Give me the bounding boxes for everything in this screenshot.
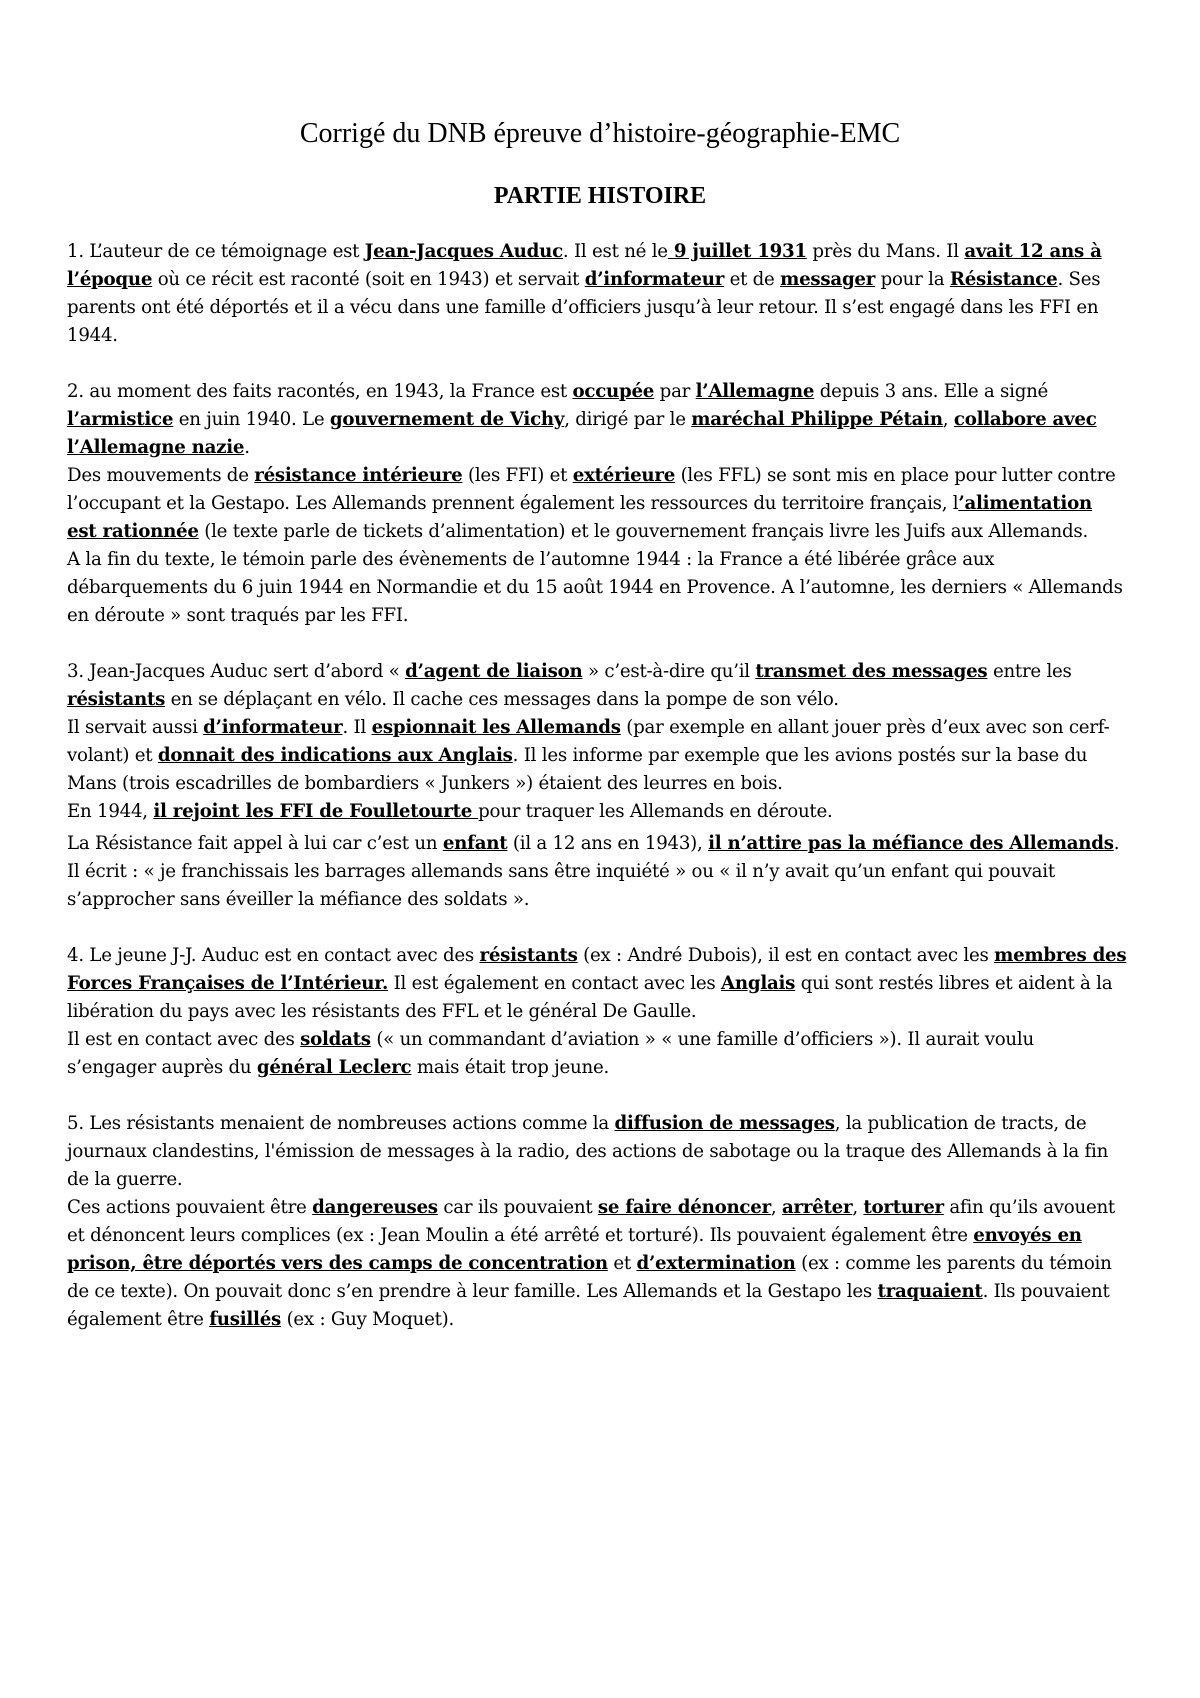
- text-run: Il est en contact avec des: [67, 1029, 301, 1050]
- key-term: extérieure: [572, 465, 676, 486]
- text-run: ,: [942, 409, 954, 430]
- key-term: fusillés: [209, 1309, 282, 1330]
- key-term: se faire dénoncer: [597, 1197, 771, 1218]
- answer-2: [67, 378, 1127, 630]
- text-run: . Il: [342, 717, 372, 738]
- paragraph: [67, 1194, 1127, 1334]
- text-run: En 1944,: [67, 801, 154, 822]
- paragraph: [67, 798, 1127, 826]
- text-run: (il a 12 ans en 1943),: [507, 833, 709, 854]
- text-run: ,: [770, 1197, 782, 1218]
- text-run: Des mouvements de: [67, 465, 255, 486]
- text-run: (« un commandant d’aviation » « une famille d’officiers »). Il aurait voulu s’engager auprès du: [67, 1029, 1034, 1078]
- key-term: d’extermination: [636, 1253, 796, 1274]
- key-term: envoyés en prison, être déportés vers des camps de concentration: [67, 1225, 1082, 1274]
- text-run: Il servait aussi: [67, 717, 204, 738]
- text-run: depuis 3 ans. Elle a signé: [814, 381, 1049, 402]
- paragraph: [67, 1026, 1127, 1082]
- text-run: , la publication de tracts, de journaux clandestins, l'émission de messages à la radio, des actions de sabotage ou la traque des Allemands à la fin de la guerre.: [67, 1113, 1109, 1190]
- key-term: résistants: [67, 689, 166, 710]
- key-term: d’informateur: [203, 717, 343, 738]
- text-run: . Ils pouvaient également être: [67, 1281, 1110, 1330]
- text-run: 4. Le jeune J-J. Auduc est en contact avec des: [67, 945, 480, 966]
- text-run: (le texte parle de tickets d’alimentation) et le gouvernement français livre les Juifs aux Allemands.: [198, 521, 1088, 542]
- text-run: pour traquer les Allemands en déroute.: [478, 801, 833, 822]
- text-run: (ex : André Dubois), il est en contact avec les: [577, 945, 995, 966]
- text-run: A la fin du texte, le témoin parle des évènements de l’automne 1944 : la France a été libérée grâce aux débarquements du 6 juin 1944 en Normandie et du 15 août 1944 en Provence. A l’automne, les derniers « Allemands en déroute » sont traqués par les FFI.: [67, 549, 1123, 626]
- text-run: . Il les informe par exemple que les avions postés sur la base du Mans (trois escadrilles de bombardiers « Junkers ») étaient des leurres en bois.: [67, 745, 1088, 794]
- key-term: d’informateur: [584, 269, 725, 290]
- text-run: et: [607, 1253, 637, 1274]
- text-run: 3. Jean-Jacques Auduc sert d’abord «: [67, 661, 406, 682]
- answer-1: [67, 238, 1127, 350]
- paragraph: [67, 942, 1127, 1026]
- text-run: 5. Les résistants menaient de nombreuses actions comme la: [67, 1113, 615, 1134]
- page-title: Corrigé du DNB épreuve d’histoire-géographie-EMC: [299, 118, 901, 149]
- key-term: espionnait les Allemands: [371, 717, 621, 738]
- paragraph: [67, 546, 1127, 630]
- key-term: résistance intérieure: [254, 465, 463, 486]
- answer-4: [67, 942, 1127, 1082]
- text-run: où ce récit est raconté (soit en 1943) et servait: [152, 269, 585, 290]
- key-term: messager: [780, 269, 876, 290]
- text-run: Il est également en contact avec les: [388, 973, 722, 994]
- paragraph: [67, 714, 1127, 798]
- text-run: pour la: [875, 269, 950, 290]
- key-term: ’alimentation est rationnée: [67, 493, 1092, 542]
- text-run: .: [244, 437, 250, 458]
- text-run: mais était trop jeune.: [411, 1057, 610, 1078]
- text-run: La Résistance fait appel à lui car c’est un: [67, 833, 443, 854]
- answer-5: [67, 1110, 1127, 1334]
- key-term: 9 juillet 1931: [667, 241, 807, 262]
- text-run: (les FFI) et: [462, 465, 573, 486]
- key-term: d’agent de liaison: [405, 661, 583, 682]
- key-term: l’armistice: [67, 409, 174, 430]
- key-term: gouvernement de Vichy: [329, 409, 565, 430]
- text-run: . Il écrit : « je franchissais les barrages allemands sans être inquiété » ou « il n’y avait qu’un enfant qui pouvait s’approcher sans éveiller la méfiance des soldats ».: [67, 833, 1120, 910]
- key-term: dangereuses: [312, 1197, 438, 1218]
- text-run: , dirigé par le: [564, 409, 692, 430]
- text-run: 1. L’auteur de ce témoignage est: [67, 241, 365, 262]
- text-run: entre les: [987, 661, 1072, 682]
- key-term: maréchal Philippe Pétain: [691, 409, 943, 430]
- text-run: en juin 1940. Le: [173, 409, 330, 430]
- paragraph: [67, 378, 1127, 462]
- key-term: Anglais: [721, 973, 796, 994]
- key-term: Résistance: [949, 269, 1058, 290]
- paragraph: [67, 658, 1127, 714]
- key-term: diffusion de messages: [614, 1113, 835, 1134]
- section-heading: PARTIE HISTOIRE: [493, 183, 707, 209]
- key-term: avait 12 ans à l’époque: [67, 241, 1102, 290]
- key-term: enfant: [442, 833, 508, 854]
- key-term: traquaient: [877, 1281, 983, 1302]
- key-term: général Leclerc: [256, 1057, 412, 1078]
- paragraph: [67, 238, 1127, 350]
- text-run: en se déplaçant en vélo. Il cache ces messages dans la pompe de son vélo.: [165, 689, 839, 710]
- text-run: 2. au moment des faits racontés, en 1943, la France est: [67, 381, 573, 402]
- key-term: Jean-Jacques Auduc: [364, 241, 563, 262]
- key-term: il n’attire pas la méfiance des Allemands: [708, 833, 1114, 854]
- text-run: car ils pouvaient: [437, 1197, 598, 1218]
- text-run: par: [654, 381, 696, 402]
- text-run: afin qu’ils avouent et dénoncent leurs complices (ex : Jean Moulin a été arrêté et torturé). Ils pouvaient également être: [67, 1197, 1115, 1246]
- key-term: occupée: [572, 381, 655, 402]
- text-run: (ex : comme les parents du témoin de ce texte). On pouvait donc s’en prendre à leur famille. Les Allemands et la Gestapo les: [67, 1253, 1112, 1302]
- key-term: membres des Forces Françaises de l’Intérieur.: [67, 945, 1127, 994]
- paragraph: [67, 462, 1127, 546]
- text-run: (les FFL) se sont mis en place pour lutter contre l’occupant et la Gestapo. Les Allemands prennent également les ressources du territoire français, l: [67, 465, 1116, 514]
- answer-3: [67, 658, 1127, 914]
- text-run: et de: [724, 269, 781, 290]
- text-run: Ces actions pouvaient être: [67, 1197, 313, 1218]
- key-term: collabore avec l’Allemagne nazie: [67, 409, 1097, 458]
- key-term: torturer: [863, 1197, 944, 1218]
- text-run: qui sont restés libres et aident à la libération du pays avec les résistants des FFL et le général De Gaulle.: [67, 973, 1113, 1022]
- text-run: près du Mans. Il: [806, 241, 965, 262]
- text-run: ,: [852, 1197, 864, 1218]
- key-term: l’Allemagne: [695, 381, 815, 402]
- text-run: » c’est-à-dire qu’il: [582, 661, 756, 682]
- document-body: [67, 238, 1127, 1362]
- text-run: (par exemple en allant jouer près d’eux avec son cerf-volant) et: [67, 717, 1110, 766]
- key-term: arrêter: [781, 1197, 853, 1218]
- paragraph: [67, 830, 1127, 914]
- key-term: transmet des messages: [755, 661, 988, 682]
- text-run: (ex : Guy Moquet).: [281, 1309, 455, 1330]
- key-term: donnait des indications aux Anglais: [157, 745, 513, 766]
- paragraph: [67, 1110, 1127, 1194]
- key-term: soldats: [300, 1029, 371, 1050]
- key-term: résistants: [479, 945, 578, 966]
- text-run: . Il est né le: [562, 241, 668, 262]
- text-run: . Ses parents ont été déportés et il a vécu dans une famille d’officiers jusqu’à leur retour. Il s’est engagé dans les FFI en 1944.: [67, 269, 1101, 346]
- key-term: il rejoint les FFI de Foulletourte: [153, 801, 479, 822]
